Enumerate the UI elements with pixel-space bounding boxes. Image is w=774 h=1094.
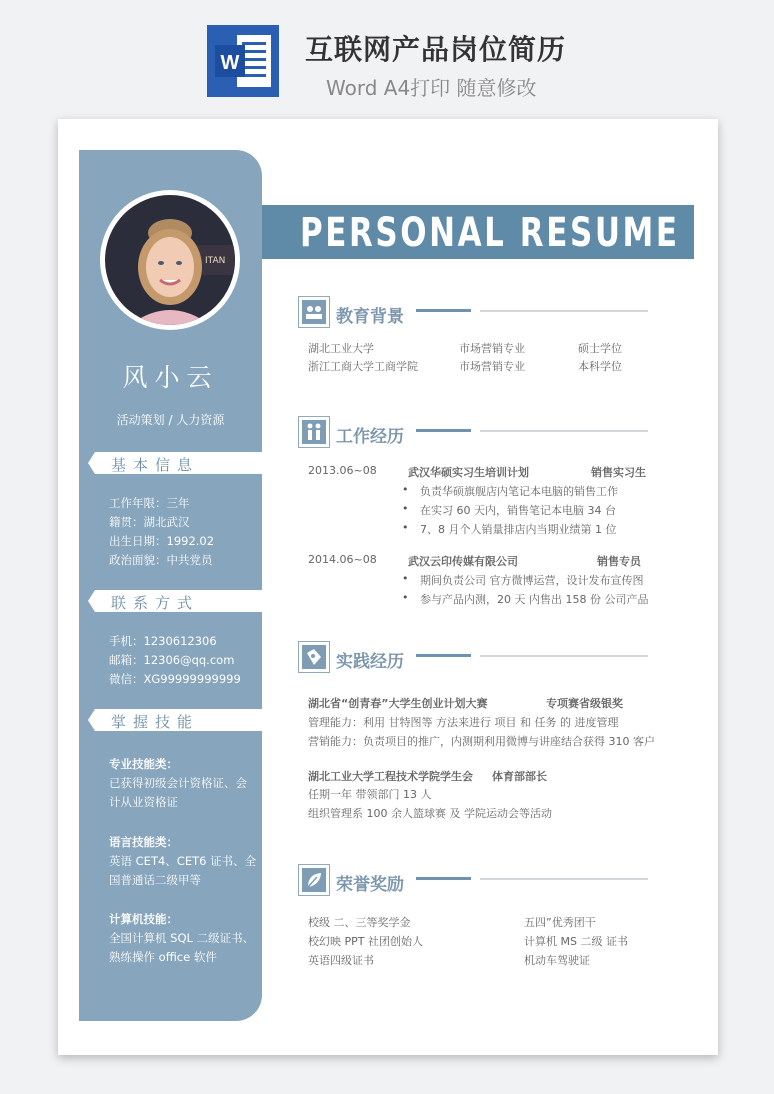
- skill-line: 英语 CET4、CET6 证书、全: [109, 854, 257, 868]
- section-divider: [480, 655, 648, 657]
- contact-line: 手机：1230612306: [109, 634, 217, 648]
- job-bullet: • 在实习 60 天内，销售笔记本电脑 34 台: [420, 502, 616, 518]
- practice-line: 营销能力：负责项目的推广，内测期利用微博与讲座结合获得 310 客户: [308, 735, 655, 748]
- section-divider: [416, 654, 471, 657]
- resume-title: PERSONAL RESUME: [300, 210, 680, 256]
- honors-title: 荣誉奖励: [336, 875, 404, 895]
- skill-line: 计从业资格证: [109, 795, 178, 809]
- basic-info-line: 籍贯：湖北武汉: [109, 515, 190, 529]
- edu-degree: 硕士学位: [578, 342, 622, 355]
- edu-school: 湖北工业大学: [308, 342, 374, 355]
- basic-info-title: 基本信息: [111, 456, 200, 474]
- avatar: [105, 195, 235, 325]
- contact-line: 邮箱：12306@qq.com: [109, 653, 235, 667]
- edu-major: 市场营销专业: [459, 342, 525, 355]
- practice-award: 体育部部长: [492, 770, 547, 783]
- skills-title: 掌握技能: [111, 713, 200, 731]
- job-role: 销售实习生: [591, 466, 646, 479]
- basic-info-tab: [95, 452, 262, 474]
- svg-text:ITAN: ITAN: [205, 256, 226, 266]
- contact-line: 微信：XG99999999999: [109, 672, 241, 686]
- honor-item: 计算机 MS 二级 证书: [524, 935, 628, 948]
- skills-tab: [95, 709, 262, 731]
- section-divider: [416, 309, 471, 312]
- basic-info-line: 政治面貌：中共党员: [109, 553, 213, 567]
- skill-line: 熟练操作 office 软件: [109, 950, 217, 964]
- edu-major: 市场营销专业: [459, 360, 525, 373]
- job-company: 武汉云印传媒有限公司: [408, 555, 518, 568]
- job-role: 销售专员: [597, 555, 641, 568]
- word-icon: [207, 25, 279, 97]
- practice-title: 实践经历: [336, 652, 404, 672]
- edu-school: 浙江工商大学工商学院: [308, 360, 418, 373]
- section-divider: [480, 878, 648, 880]
- skill-heading: 专业技能类：: [109, 757, 178, 771]
- skill-line: 全国计算机 SQL 二级证书、: [109, 931, 255, 945]
- job-date: 2014.06~08: [308, 553, 377, 566]
- contact-title: 联系方式: [111, 594, 200, 612]
- tab-notch: [88, 590, 95, 612]
- contact-tab: [95, 590, 262, 612]
- section-divider: [416, 877, 471, 880]
- job-date: 2013.06~08: [308, 464, 377, 477]
- job-bullet: • 期间负责公司 官方微博运营，设计发布宣传图: [420, 572, 644, 588]
- honor-item: 英语四级证书: [308, 954, 374, 967]
- honor-item: 五四”优秀团干: [524, 916, 596, 929]
- section-divider: [480, 430, 648, 432]
- work-icon: [298, 416, 330, 448]
- basic-info-line: 出生日期：1992.02: [109, 534, 215, 548]
- skill-heading: 语言技能类：: [109, 835, 178, 849]
- skill-heading: 计算机技能：: [109, 912, 178, 926]
- basic-info-line: 工作年限：三年: [109, 496, 190, 510]
- job-bullet: • 7、8 月个人销量排店内当期业绩第 1 位: [420, 521, 616, 537]
- section-divider: [480, 310, 648, 312]
- practice-award: 专项赛省级银奖: [546, 697, 623, 710]
- honor-item: 校级 二、三等奖学金: [308, 916, 411, 929]
- profile-name: 风小云: [122, 363, 219, 392]
- practice-line: 任期一年 带领部门 13 人: [308, 788, 432, 801]
- practice-heading: 湖北省“创青春”大学生创业计划大赛: [308, 697, 488, 710]
- banner-subtitle: Word A4打印 随意修改: [326, 76, 537, 100]
- practice-line: 管理能力：利用 甘特图等 方法来进行 项目 和 任务 的 进度管理: [308, 716, 619, 729]
- profile-roles: 活动策划 / 人力资源: [116, 413, 225, 427]
- education-title: 教育背景: [336, 307, 404, 327]
- section-divider: [416, 429, 471, 432]
- practice-line: 组织管理系 100 余人篮球赛 及 学院运动会等活动: [308, 807, 552, 820]
- tab-notch: [88, 452, 95, 474]
- edu-degree: 本科学位: [578, 360, 622, 373]
- practice-heading: 湖北工业大学工程技术学院学生会: [308, 770, 473, 783]
- job-bullet: • 参与产品内测，20 天 内售出 158 份 公司产品: [420, 591, 648, 607]
- skill-line: 已获得初级会计资格证、会: [109, 776, 247, 790]
- skill-line: 国普通话二级甲等: [109, 873, 201, 887]
- job-company: 武汉华硕实习生培训计划: [408, 466, 529, 479]
- work-title: 工作经历: [336, 427, 404, 447]
- honor-item: 机动车驾驶证: [524, 954, 590, 967]
- tab-notch: [88, 709, 95, 731]
- practice-icon: [298, 641, 330, 673]
- education-icon: [298, 296, 330, 328]
- honors-icon: [298, 864, 330, 896]
- honor-item: 校幻映 PPT 社团创始人: [308, 935, 423, 948]
- banner-title: 互联网产品岗位简历: [305, 33, 567, 66]
- svg-text:W: W: [220, 52, 240, 74]
- job-bullet: • 负责华硕旗舰店内笔记本电脑的销售工作: [420, 483, 618, 499]
